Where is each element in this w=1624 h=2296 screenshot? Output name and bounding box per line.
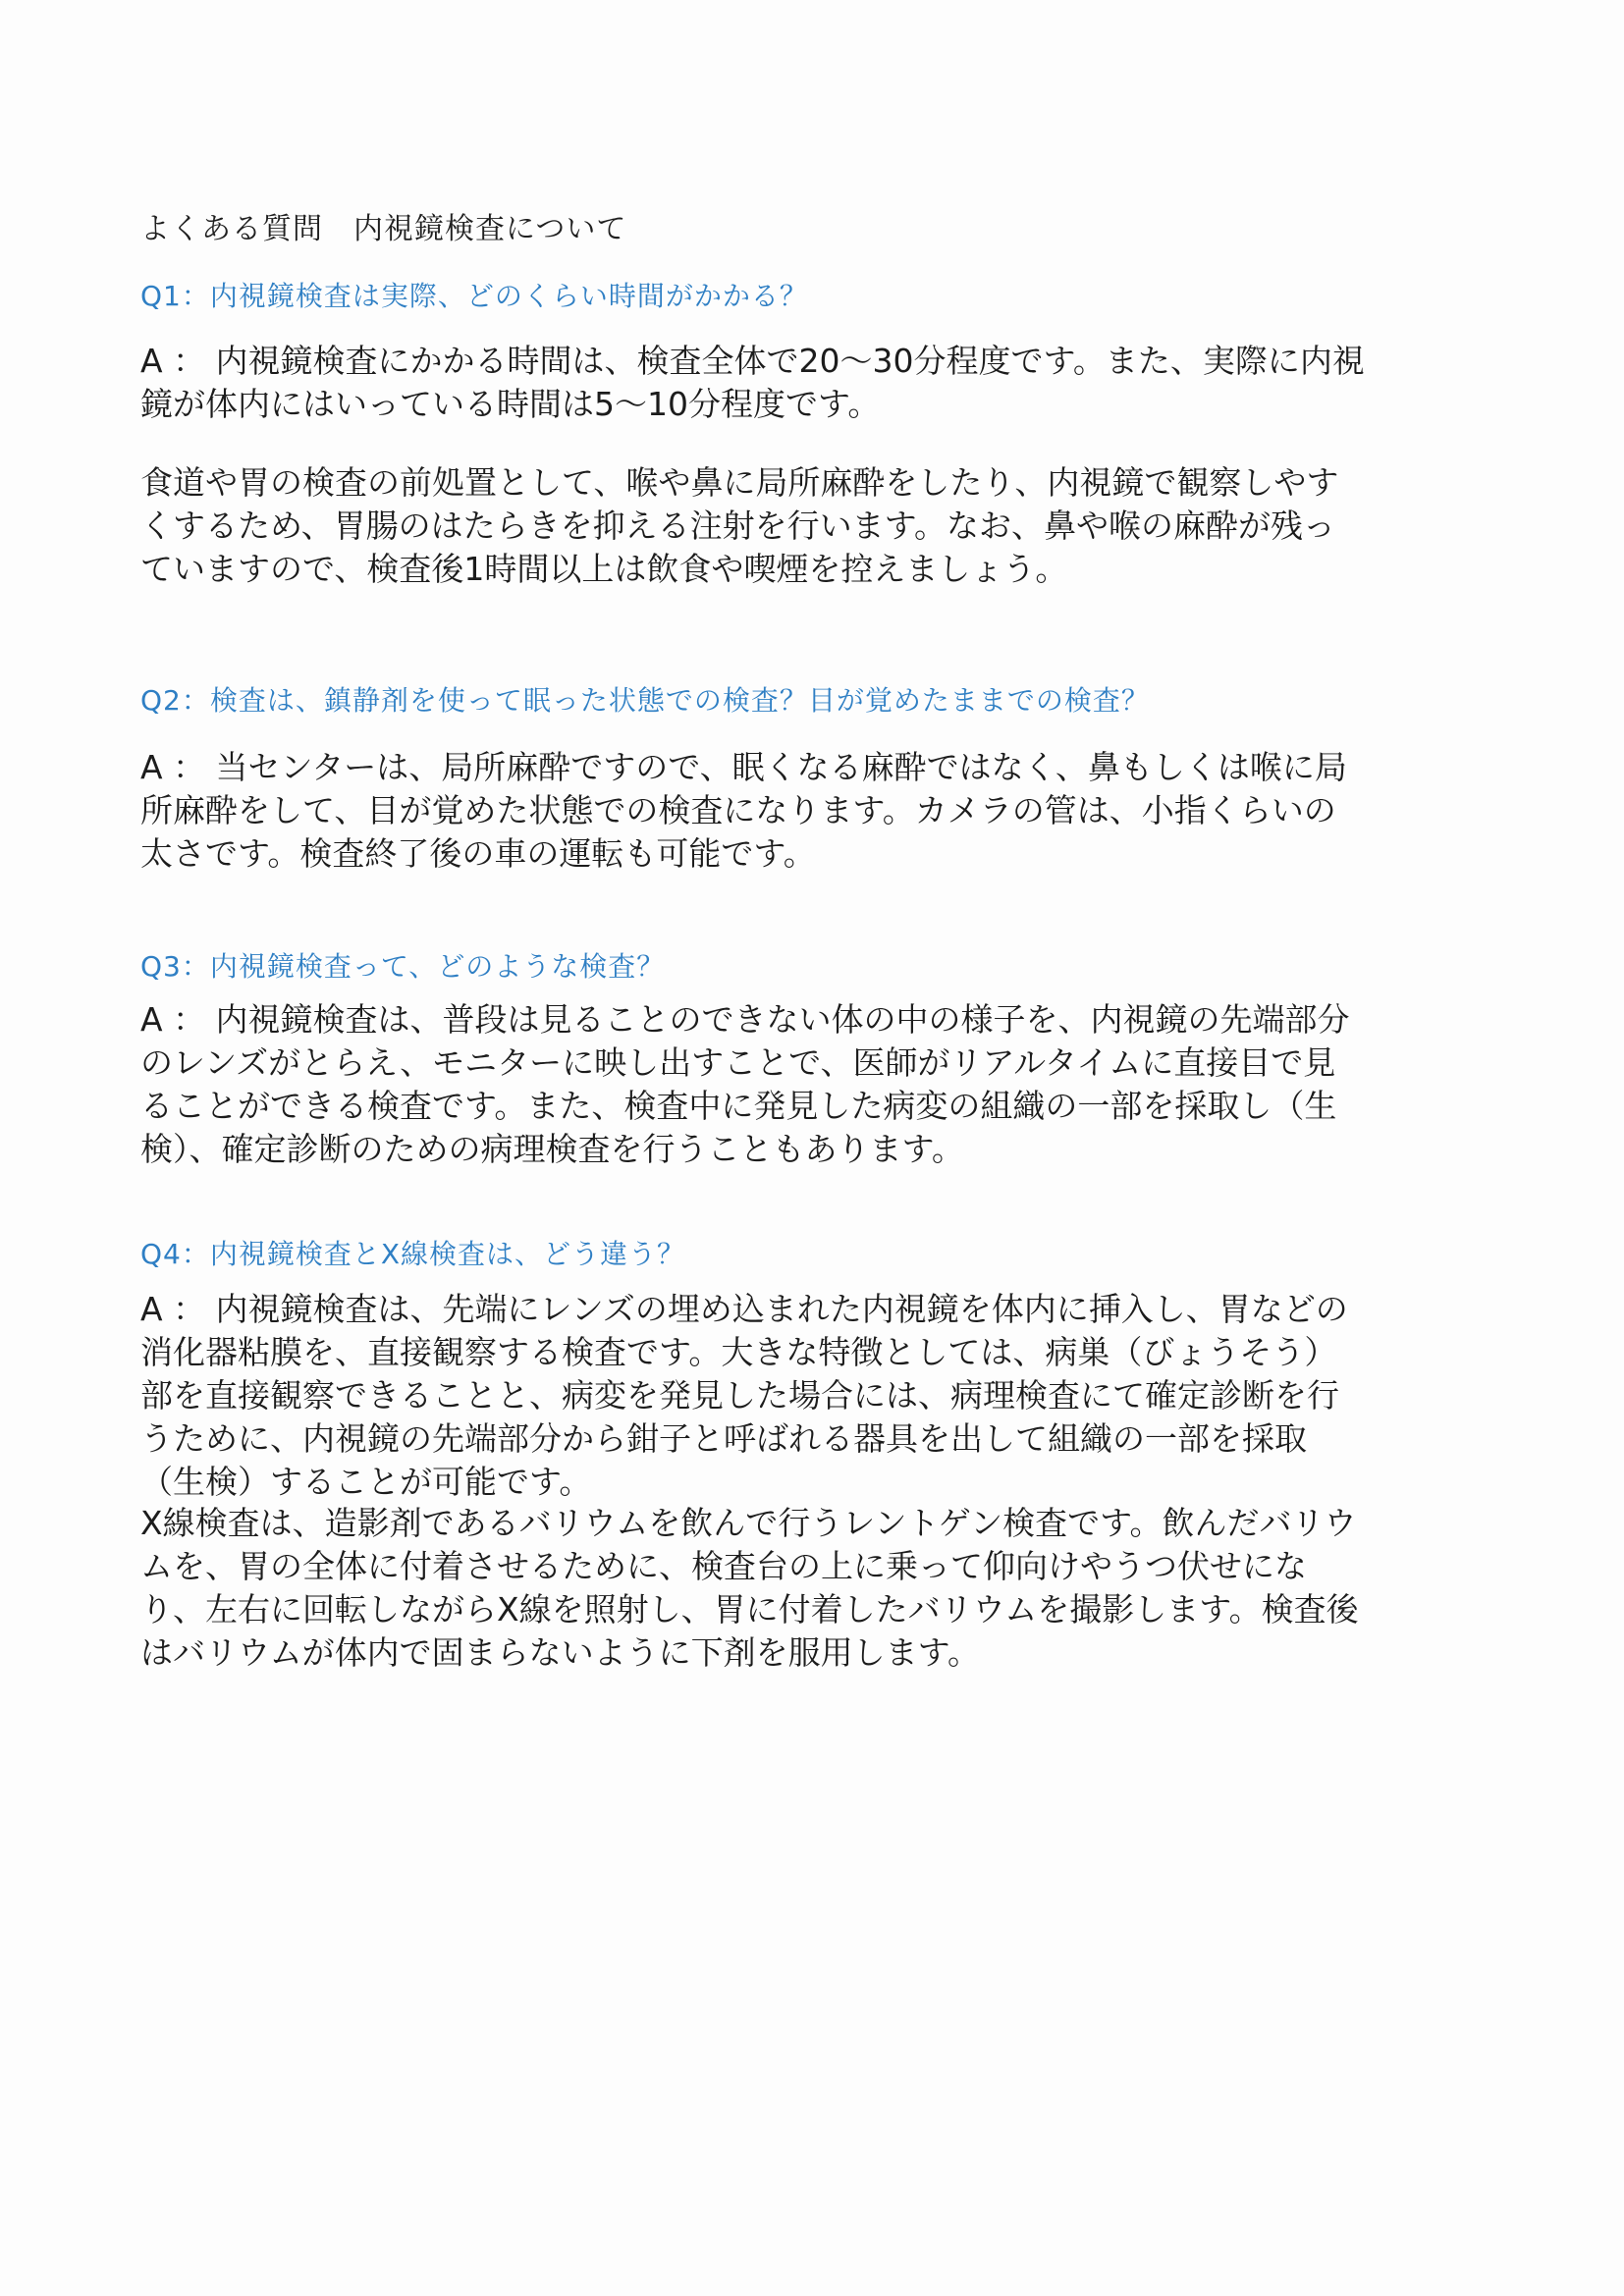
question-2: Q2：検査は、鎮静剤を使って眠った状態での検査？目が覚めたままでの検査？	[140, 684, 1150, 717]
text-line: A ： 内視鏡検査にかかる時間は、検査全体で20～30分程度です。また、実際に内視	[140, 342, 1365, 380]
text-line: ていますので、検査後1時間以上は飲食や喫煙を控えましょう。	[140, 550, 1068, 588]
answer-1-paragraph-2	[140, 461, 1486, 591]
text-line: （生検）することが可能です。	[140, 1463, 592, 1501]
text-line: くするため、胃腸のはたらきを抑える注射を行います。なお、鼻や喉の麻酔が残っ	[140, 507, 1336, 545]
question-1: Q1：内視鏡検査は実際、どのくらい時間がかかる？	[140, 280, 808, 312]
text-line: ムを、胃の全体に付着させるために、検査台の上に乗って仰向けやうつ伏せにな	[140, 1547, 1307, 1585]
text-line: り、左右に回転しながらX線を照射し、胃に付着したバリウムを撮影します。検査後	[140, 1590, 1359, 1629]
text-line: はバリウムが体内で固まらないように下剤を服用します。	[140, 1633, 981, 1672]
page-title: よくある質問 内視鏡検査について	[140, 212, 627, 246]
answer-4-paragraph-2	[140, 1502, 1486, 1675]
text-line: うために、内視鏡の先端部分から鉗子と呼ばれる器具を出して組織の一部を採取	[140, 1419, 1307, 1458]
text-line: ることができる検査です。また、検査中に発見した病変の組織の一部を採取し（生	[140, 1087, 1337, 1125]
text-line: X線検査は、造影剤であるバリウムを飲んで行うレントゲン検査です。飲んだバリウ	[140, 1504, 1357, 1542]
text-line: A ： 内視鏡検査は、普段は見ることのできない体の中の様子を、内視鏡の先端部分	[140, 1000, 1350, 1039]
text-line: 食道や胃の検査の前処置として、喉や鼻に局所麻酔をしたり、内視鏡で観察しやす	[140, 463, 1339, 502]
answer-3-paragraph-1	[140, 998, 1486, 1171]
text-line: 太さです。検査終了後の車の運転も可能です。	[140, 834, 816, 873]
text-line: 所麻酔をして、目が覚めた状態での検査になります。カメラの管は、小指くらいの	[140, 791, 1336, 829]
answer-4-paragraph-1	[140, 1288, 1486, 1504]
text-line: のレンズがとらえ、モニターに映し出すことで、医師がリアルタイムに直接目で見	[140, 1043, 1336, 1082]
text-line: 部を直接観察できることと、病変を発見した場合には、病理検査にて確定診断を行	[140, 1376, 1339, 1415]
answer-2-paragraph-1	[140, 746, 1486, 876]
text-line: 鏡が体内にはいっている時間は5～10分程度です。	[140, 385, 881, 423]
answer-1-paragraph-1	[140, 340, 1486, 426]
text-line: A ： 当センターは、局所麻酔ですので、眠くなる麻酔ではなく、鼻もしくは喉に局	[140, 748, 1347, 786]
text-line: 消化器粘膜を、直接観察する検査です。大きな特徴としては、病巣（びょうそう）	[140, 1333, 1337, 1371]
text-line: 検）、確定診断のための病理検査を行うこともあります。	[140, 1130, 964, 1168]
question-4: Q4：内視鏡検査とX線検査は、どう違う？	[140, 1238, 686, 1270]
text-line: A ： 内視鏡検査は、先端にレンズの埋め込まれた内視鏡を体内に挿入し、胃などの	[140, 1290, 1348, 1328]
question-3: Q3：内視鏡検査って、どのような検査？	[140, 950, 666, 983]
